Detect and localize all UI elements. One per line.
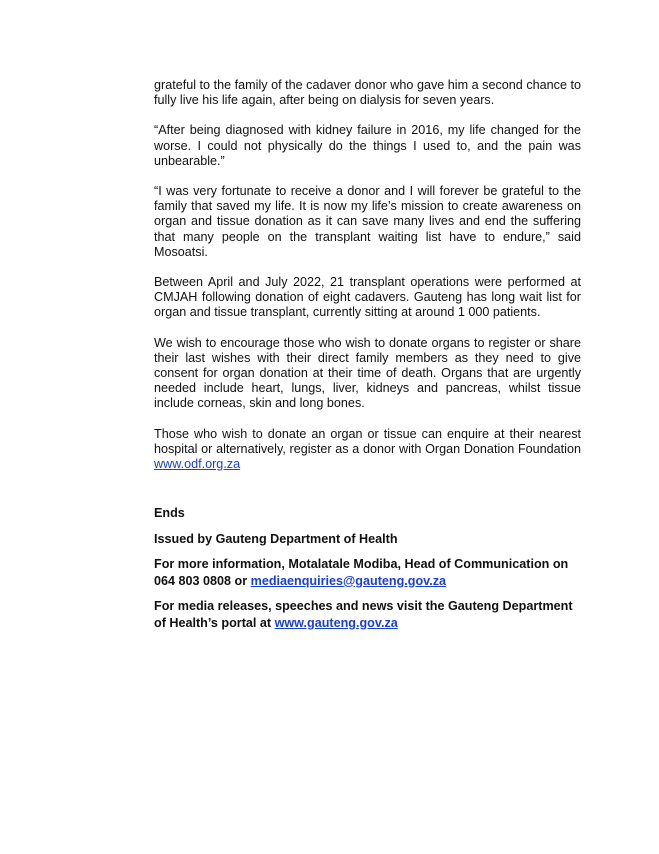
portal-info [154,598,581,631]
body-paragraph-3: “I was very fortunate to receive a donor and I will forever be grateful to the family that saved my life. It is now my life’s mission to create awareness on organ and tissue donation as it can save many lives and end the suffering that many people on the transplant waiting list have to endure,” said Mosoatsi. [154,184,581,259]
press-release-closing [154,505,581,631]
contact-info [154,556,581,589]
donor-registration-text: Those who wish to donate an organ or tissue can enquire at their nearest hospital or alternatively, register as a donor with Organ Donation Foundation [154,426,581,456]
body-paragraph-5: We wish to encourage those who wish to donate organs to register or share their last wishes with their direct family members as they need to give consent for organ donation at their time of death. Organs that are urgently needed include heart, lungs, liver, kidneys and pancreas, whilst tissue include corneas, skin and long bones. [154,335,581,411]
body-paragraph-6 [154,427,581,473]
body-paragraph-2: “After being diagnosed with kidney failure in 2016, my life changed for the worse. I could not physically do the things I used to, and the pain was unbearable.” [154,123,581,168]
ends-label: Ends [154,506,185,521]
body-paragraph-4: Between April and July 2022, 21 transplant operations were performed at CMJAH following donation of eight cadavers. Gauteng has long wait list for organ and tissue transplant, currently sitting at around 1 000 patients. [154,275,581,320]
media-email-link[interactable]: mediaenquiries@gauteng.gov.za [250,573,447,588]
gauteng-portal-link[interactable]: www.gauteng.gov.za [274,615,398,630]
contact-text: For more information, Motalatale Modiba, Head of Communication on 064 803 0808 or [154,557,569,588]
body-paragraph-1: grateful to the family of the cadaver donor who gave him a second chance to fully live his life again, after being on dialysis for seven years. [154,78,581,108]
issued-by-line: Issued by Gauteng Department of Health [154,531,398,546]
document-page [154,78,581,640]
odf-link[interactable]: www.odf.org.za [154,457,241,472]
portal-text: For media releases, speeches and news visit the Gauteng Department of Health’s portal at [154,599,573,630]
